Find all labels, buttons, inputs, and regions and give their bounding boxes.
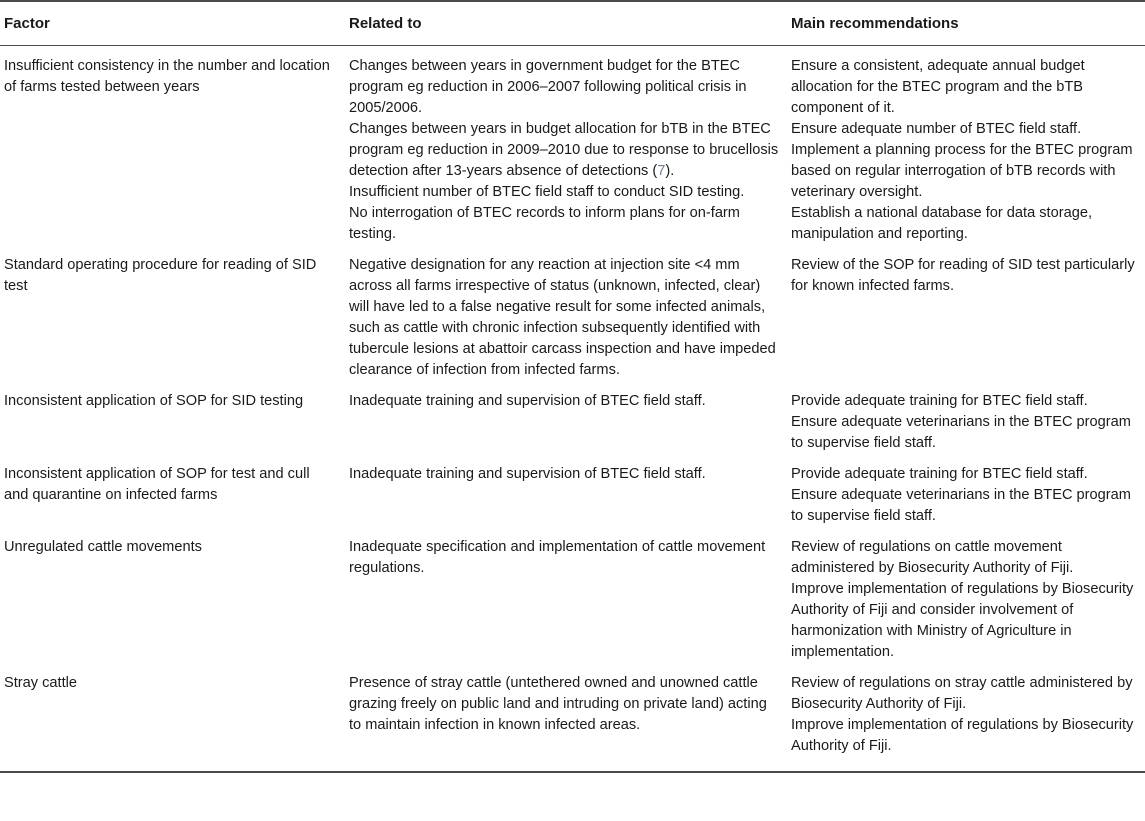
factor-cell: Unregulated cattle movements xyxy=(4,539,202,555)
recommendation-item: Review of the SOP for reading of SID test particularly for known infected farms. xyxy=(791,257,1135,294)
recommendation-item: Ensure adequate number of BTEC field staff. xyxy=(791,121,1082,137)
table-row xyxy=(0,46,1145,251)
table-header xyxy=(0,1,1145,46)
related-item-suffix: ). xyxy=(665,163,675,179)
factor-cell: Insufficient consistency in the number and location of farms tested between years xyxy=(4,58,330,95)
table-row xyxy=(0,386,1145,459)
related-cell xyxy=(345,668,787,772)
recommendation-item: Improve implementation of regulations by Biosecurity Authority of Fiji. xyxy=(791,717,1134,754)
related-cell xyxy=(345,459,787,532)
recommendation-item: Establish a national database for data storage, manipulation and reporting. xyxy=(791,205,1092,242)
related-item: Inadequate training and supervision of BTEC field staff. xyxy=(349,466,706,482)
table-row xyxy=(0,459,1145,532)
header-related-to: Related to xyxy=(349,15,422,32)
recommendation-item: Improve implementation of regulations by Biosecurity Authority of Fiji and consider involvement of harmonization with Ministry of Agriculture in implementation. xyxy=(791,581,1134,660)
recommendation-item: Ensure adequate veterinarians in the BTEC program to supervise field staff. xyxy=(791,414,1131,451)
recommendations-cell xyxy=(787,532,1145,668)
recommendations-cell xyxy=(787,459,1145,532)
recommendation-item: Review of regulations on stray cattle administered by Biosecurity Authority of Fiji. xyxy=(791,675,1133,712)
factor-cell: Inconsistent application of SOP for test and cull and quarantine on infected farms xyxy=(4,466,310,503)
related-cell xyxy=(345,250,787,386)
header-factor: Factor xyxy=(4,15,50,32)
recommendation-item: Provide adequate training for BTEC field staff. xyxy=(791,393,1088,409)
header-main-recommendations: Main recommendations xyxy=(791,15,959,32)
related-cell xyxy=(345,46,787,251)
related-item: Inadequate training and supervision of BTEC field staff. xyxy=(349,393,706,409)
recommendations-cell xyxy=(787,668,1145,772)
recommendation-item: Review of regulations on cattle movement administered by Biosecurity Authority of Fiji. xyxy=(791,539,1074,576)
recommendations-cell xyxy=(787,386,1145,459)
header-row xyxy=(0,1,1145,46)
recommendation-item: Ensure a consistent, adequate annual budget allocation for the BTEC program and the bTB component of it. xyxy=(791,58,1085,116)
factor-cell: Standard operating procedure for reading of SID test xyxy=(4,257,317,294)
table-body xyxy=(0,46,1145,773)
table-row xyxy=(0,532,1145,668)
related-cell xyxy=(345,532,787,668)
related-item-with-ref xyxy=(349,119,779,182)
table-row xyxy=(0,250,1145,386)
factor-cell: Stray cattle xyxy=(4,675,77,691)
related-item: No interrogation of BTEC records to inform plans for on-farm testing. xyxy=(349,205,740,242)
table-row xyxy=(0,668,1145,772)
reference-link[interactable]: 7 xyxy=(657,163,666,179)
recommendations-cell xyxy=(787,250,1145,386)
related-item: Negative designation for any reaction at injection site <4 mm across all farms irrespective of status (unknown, infected, clear) will have led to a false negative result for some infected animals, such as cattle with chronic infection subsequently identified with tubercule lesions at abattoir carcass inspection and have impeded clearance of infection from infected farms. xyxy=(349,257,776,378)
related-item: Insufficient number of BTEC field staff to conduct SID testing. xyxy=(349,184,745,200)
related-item: Inadequate specification and implementation of cattle movement regulations. xyxy=(349,539,766,576)
related-cell xyxy=(345,386,787,459)
factor-cell: Inconsistent application of SOP for SID testing xyxy=(4,393,304,409)
recommendation-item: Provide adequate training for BTEC field staff. xyxy=(791,466,1088,482)
related-item: Presence of stray cattle (untethered owned and unowned cattle grazing freely on public land and intruding on private land) acting to maintain infection in known infected areas. xyxy=(349,675,767,733)
recommendation-item: Ensure adequate veterinarians in the BTEC program to supervise field staff. xyxy=(791,487,1131,524)
recommendation-item: Implement a planning process for the BTEC program based on regular interrogation of bTB records with veterinary oversight. xyxy=(791,142,1133,200)
related-item-text: Changes between years in budget allocation for bTB in the BTEC program eg reduction in 2009–2010 due to response to brucellosis detection after 13-years absence of detections ( xyxy=(349,121,779,179)
related-item: Changes between years in government budget for the BTEC program eg reduction in 2006–2007 following political crisis in 2005/2006. xyxy=(349,58,747,116)
recommendations-cell xyxy=(787,46,1145,251)
